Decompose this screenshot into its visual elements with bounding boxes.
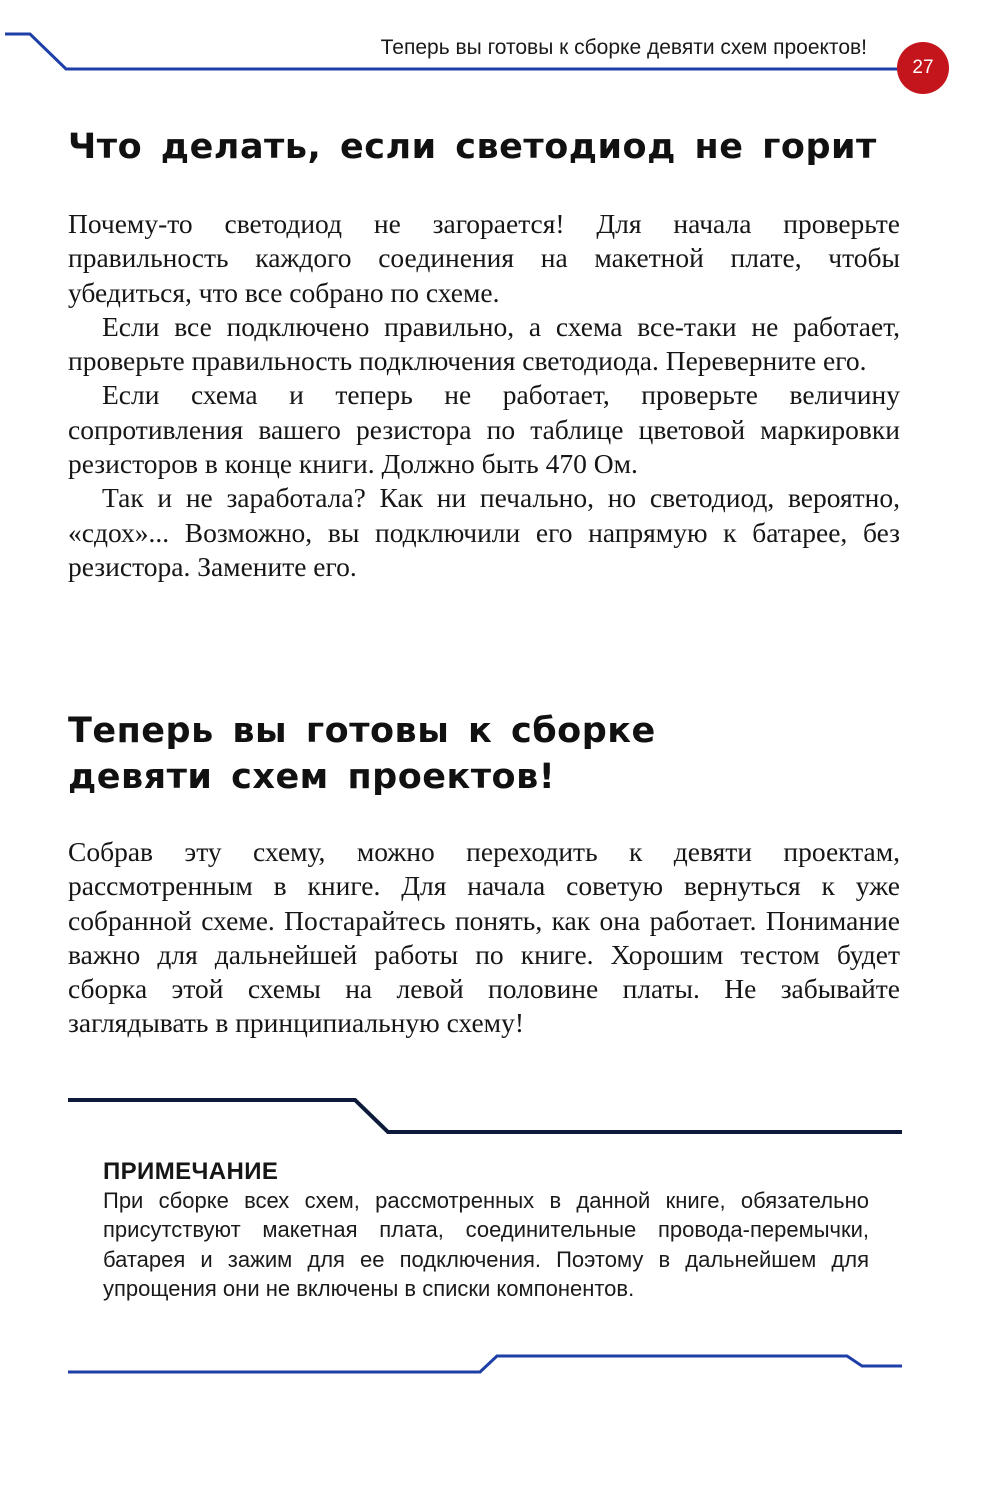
section-heading-led-not-lit: Что делать, если светодиод не горит: [68, 127, 877, 167]
section-2-body: [68, 835, 900, 1041]
note-bottom-rule: [68, 1356, 902, 1372]
note-top-rule: [68, 1100, 902, 1132]
paragraph: Если схема и теперь не работает, проверьте величину сопротивления вашего резистора по таблице цветовой маркировки резисторов в конце книги. Должно быть 470 Ом.: [68, 379, 900, 480]
page-number-badge: 27: [897, 42, 949, 94]
section-heading-ready-to-build: Теперь вы готовы к сборке девяти схем проектов!: [68, 711, 656, 797]
running-header: Теперь вы готовы к сборке девяти схем проектов!: [380, 36, 867, 59]
note-title: ПРИМЕЧАНИЕ: [103, 1158, 279, 1185]
section-1-body: [68, 207, 900, 584]
paragraph: Собрав эту схему, можно переходить к девяти проектам, рассмотренным в книге. Для начала советую вернуться к уже собранной схеме. Постарайтесь понять, как она работает. Понимание важно для дальнейшей работы по книге. Хорошим тестом будет сборка этой схемы на левой половине платы. Не забывайте заглядывать в принципиальную схему!: [68, 836, 900, 1039]
paragraph: Если все подключено правильно, а схема все-таки не работает, проверьте правильность подключения светодиода. Переверните его.: [68, 310, 900, 377]
paragraph: Почему-то светодиод не загорается! Для начала проверьте правильность каждого соединения на макетной плате, чтобы убедиться, что все собрано по схеме.: [68, 208, 900, 308]
note-text: При сборке всех схем, рассмотренных в данной книге, обязательно присутствуют макетная плата, соединительные провода-перемычки, батарея и зажим для ее подключения. Поэтому в дальнейшем для упрощения они не включены в списки компонентов.: [103, 1188, 869, 1302]
paragraph: Так и не заработала? Как ни печально, но светодиод, вероятно, «сдох»... Возможно, вы подключили его напрямую к батарее, без резистора. Замените его.: [68, 482, 900, 582]
